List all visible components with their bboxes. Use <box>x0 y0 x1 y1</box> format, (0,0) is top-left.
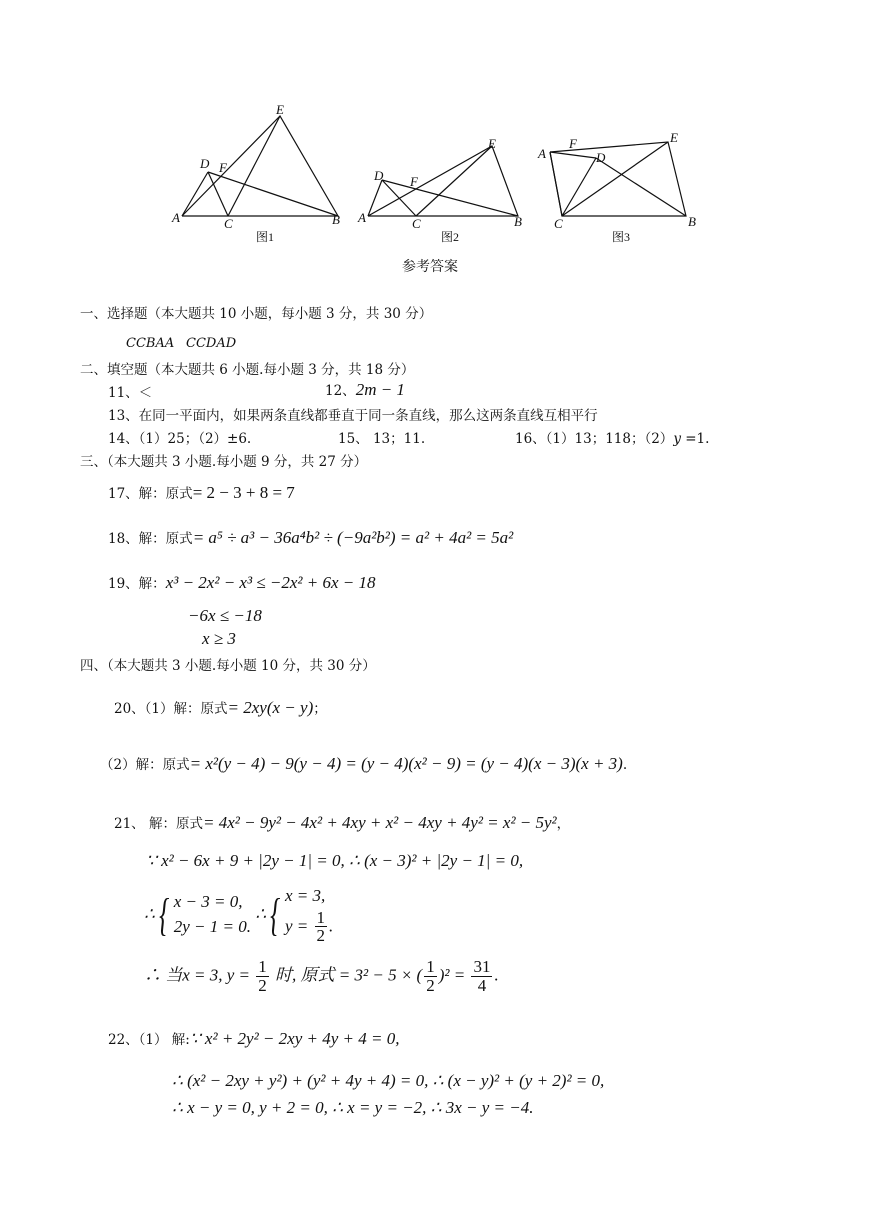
fig1-label-b: B <box>332 212 340 227</box>
q18-equation: = a⁵ ÷ a³ − 36a⁴b² ÷ (−9a²b²) = a² + 4a² = 5a² <box>192 528 514 547</box>
fig2-label-f: F <box>410 174 418 189</box>
q21-result-part-1: ∴ 当x = 3, y = <box>144 965 251 985</box>
section-2-heading: 二、填空题（本大题共 6 小题.每小题 3 分，共 18 分） <box>80 362 415 378</box>
answer-16: 16、（1）13；118；（2） <box>515 431 674 447</box>
fig3-label-f: F <box>569 136 577 151</box>
q20-1-end: ； <box>313 701 327 717</box>
q20-2-equation: = x²(y − 4) − 9(y − 4) = (y − 4)(x² − 9) = (y − 4)(x − 3)(x + 3) <box>189 754 623 773</box>
section-4-heading: 四、（本大题共 3 小题.每小题 10 分，共 30 分） <box>80 658 376 674</box>
page-title: 参考答案 <box>402 259 458 275</box>
q20-2-label: （2）解：原式 <box>100 757 190 773</box>
answer-13: 13、在同一平面内，如果两条直线都垂直于同一条直线，那么这两条直线互相平行 <box>108 408 598 424</box>
fig1-caption: 图1 <box>256 230 275 244</box>
answer-11: 11、＜ <box>108 385 153 401</box>
q21-system-2-line-1: x = 3, <box>284 886 326 905</box>
q21-system-1-line-2: 2y − 1 = 0. <box>173 916 251 936</box>
q20-2-end: . <box>622 757 628 773</box>
fig2-label-a: A <box>358 210 366 225</box>
answer-12-expression: 2m − 1 <box>355 380 405 399</box>
q21-result: ∴ 当x = 3, y = $\frac{1}{2}$ 时, 原式 = 3² − 5 × ( $\frac{1}{2}$ )² = $\frac{31}{4}$ . <box>144 957 499 995</box>
answer-15: 15、 13；11. <box>338 431 426 447</box>
q21-systems: ∴ { x − 3 = 0, 2y − 1 = 0. ∴ { x = 3, y = $\frac{1}{2}$ . <box>144 886 334 946</box>
fraction-numerator: 1 <box>426 957 435 976</box>
fig1-label-e: E <box>276 102 284 117</box>
q21-system-2-line-2: y = <box>284 915 309 935</box>
fig3-label-c: C <box>554 216 563 231</box>
therefore-symbol-1: ∴ <box>144 904 155 924</box>
q17-label: 17、解：原式 <box>108 486 193 502</box>
fig3-label-b: B <box>688 214 696 229</box>
q20-1-equation: = 2xy(x − y) <box>227 698 314 717</box>
q21-system-1-line-1: x − 3 = 0, <box>173 892 243 912</box>
q17-equation: = 2 − 3 + 8 = 7 <box>192 483 295 502</box>
fraction-denominator: 4 <box>477 975 487 995</box>
fig2-label-b: B <box>514 214 522 229</box>
section-3-heading: 三、（本大题共 3 小题.每小题 9 分，共 27 分） <box>80 454 368 470</box>
therefore-symbol-2: ∴ <box>255 904 267 924</box>
fig3-caption: 图3 <box>612 230 631 244</box>
fig2-caption: 图2 <box>441 230 460 244</box>
fraction-denominator: 2 <box>426 975 435 995</box>
geometry-figures <box>160 100 720 250</box>
fraction-denominator: 2 <box>316 926 325 946</box>
q21-step-1-end: ， <box>556 816 571 832</box>
fig3-label-e: E <box>670 130 678 145</box>
answer-16-value: =1. <box>680 431 710 447</box>
q22-label: 22、（1） 解: <box>108 1032 190 1048</box>
q21-result-part-2: 时, 原式 = 3² − 5 × ( <box>275 965 423 985</box>
q21-result-part-3: )² = <box>438 965 466 985</box>
fig1-label-d: D <box>200 156 210 171</box>
q21-step-1: = 4x² − 9y² − 4x² + 4xy + x² − 4xy + 4y² = x² − 5y² <box>202 813 557 832</box>
fig1-label-f: F <box>219 160 227 175</box>
q21-label: 21、 解：原式 <box>114 816 203 832</box>
mc-answers-1: CCBAA <box>126 336 175 351</box>
q19-step-3: x ≥ 3 <box>202 629 236 648</box>
answer-14: 14、（1）25；（2）±6. <box>108 431 252 447</box>
fig1-label-c: C <box>224 216 233 231</box>
answer-16-variable: y <box>673 431 681 447</box>
fraction-numerator: 31 <box>473 957 491 976</box>
q22-step-1: ∵ x² + 2y² − 2xy + 4y + 4 = 0, <box>189 1029 400 1048</box>
fig3-label-a: A <box>538 146 546 161</box>
answer-12-number: 12、 <box>325 383 356 399</box>
fig2-label-e: E <box>488 136 496 151</box>
q22-step-2: ∴ (x² − 2xy + y²) + (y² + 4y + 4) = 0, ∴ (x − y)² + (y + 2)² = 0, <box>172 1071 605 1090</box>
q19-step-1: x³ − 2x² − x³ ≤ −2x² + 6x − 18 <box>165 573 376 592</box>
fig2-label-d: D <box>374 168 384 183</box>
q19-step-2: −6x ≤ −18 <box>188 606 262 625</box>
fraction-numerator: 1 <box>316 907 325 927</box>
q19-label: 19、解： <box>108 576 166 592</box>
fig3-label-d: D <box>596 150 606 165</box>
fraction-denominator: 2 <box>258 975 267 995</box>
section-1-heading: 一、选择题（本大题共 10 小题，每小题 3 分，共 30 分） <box>80 306 433 322</box>
q22-step-3: ∴ x − y = 0, y + 2 = 0, ∴ x = y = −2, ∴ 3x − y = −4. <box>172 1098 534 1117</box>
fig1-label-a: A <box>172 210 180 225</box>
q20-1-label: 20、（1）解：原式 <box>114 701 228 717</box>
q18-label: 18、解：原式 <box>108 531 193 547</box>
fig2-label-c: C <box>412 216 421 231</box>
mc-answers-2: CCDAD <box>186 336 237 351</box>
q21-step-2: ∵ x² − 6x + 9 + |2y − 1| = 0, ∴ (x − 3)² + |2y − 1| = 0, <box>146 851 524 870</box>
fraction-numerator: 1 <box>258 957 267 976</box>
